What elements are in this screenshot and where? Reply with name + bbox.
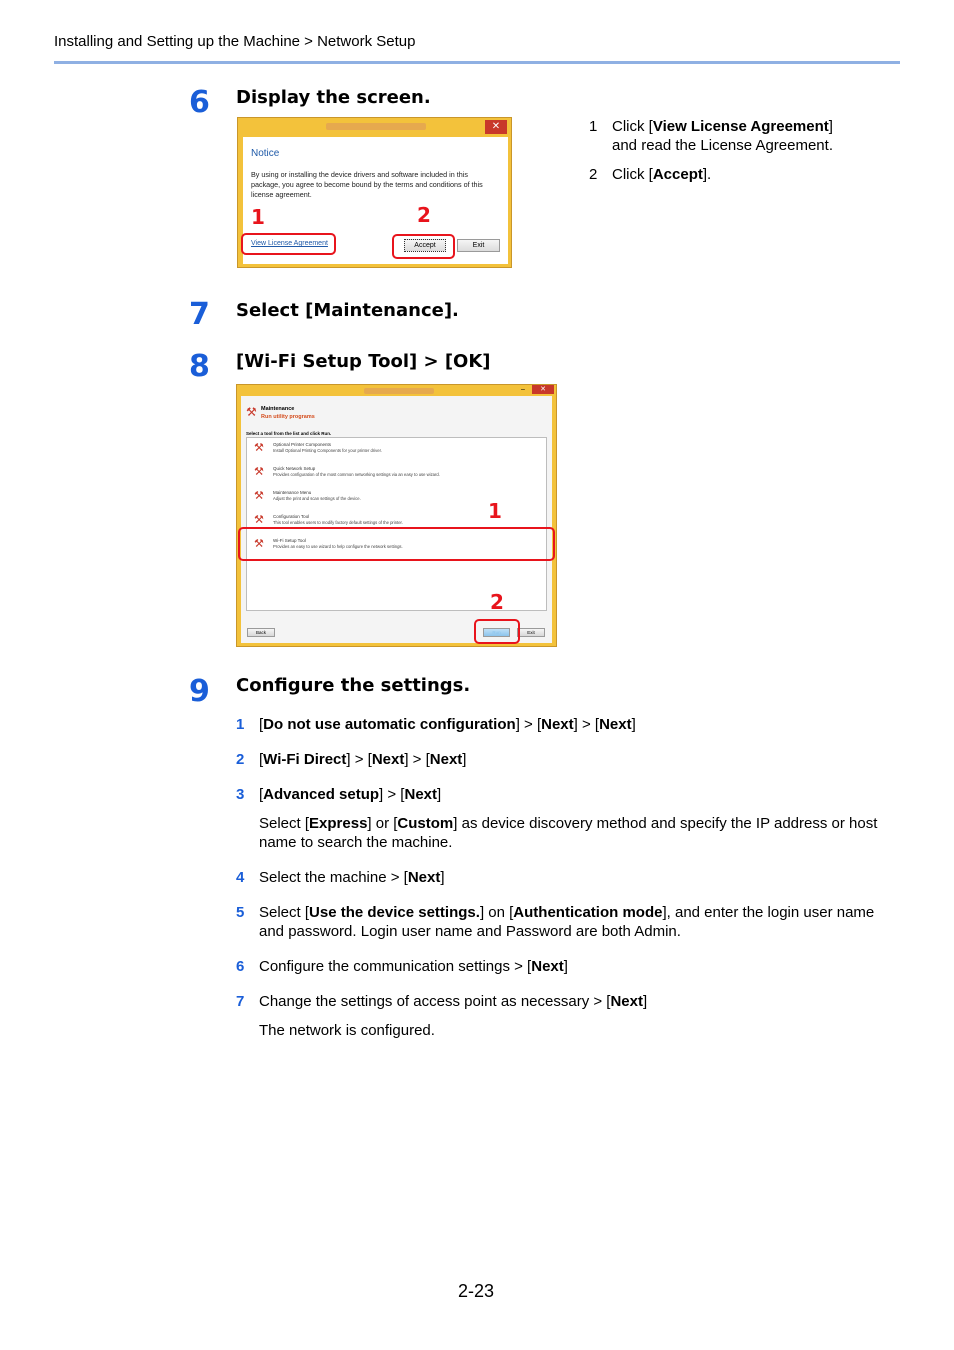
tool-name: Configuration Tool xyxy=(273,514,310,519)
step-number-9: 9 xyxy=(189,674,210,709)
tools-icon: ⚒ xyxy=(246,405,257,419)
tool-desc: Provides configuration of the most common networking settings via an easy to use wizard. xyxy=(273,472,440,477)
step-title-6: Display the screen. xyxy=(236,87,431,108)
tool-desc: Provides an easy to use wizard to help configure the network settings. xyxy=(273,544,403,549)
tools-icon: ⚒ xyxy=(254,442,264,454)
step9-list xyxy=(236,715,896,1056)
instruction-item xyxy=(589,165,859,184)
tools-icon: ⚒ xyxy=(254,514,264,526)
highlight-view-license xyxy=(241,233,336,255)
step-title-8: [Wi-Fi Setup Tool] > [OK] xyxy=(236,351,491,372)
tool-desc: Install Optional Printing Components for your printer driver. xyxy=(273,448,382,453)
notice-titlebar xyxy=(238,118,511,136)
highlight-wifi-setup-tool xyxy=(238,527,555,561)
instruction-pre: Click [ xyxy=(612,118,653,135)
instruction-item xyxy=(589,117,859,155)
instruction-post: ]. xyxy=(702,166,712,183)
marker-1: 1 xyxy=(488,499,502,523)
step9-item-text: Select [Use the device settings.] on [Authentication mode], and enter the login user name and password. Login user name and Password are both Admin. xyxy=(259,904,875,940)
tools-icon: ⚒ xyxy=(254,490,264,502)
marker-2: 2 xyxy=(490,590,504,614)
close-icon[interactable]: ✕ xyxy=(532,385,554,394)
breadcrumb: Installing and Setting up the Machine > Network Setup xyxy=(54,33,416,50)
tool-name: Wi-Fi Setup Tool xyxy=(273,538,306,543)
step9-item-text: [Do not use automatic configuration] > [Next] > [Next] xyxy=(259,716,636,733)
marker-1: 1 xyxy=(251,205,265,229)
tool-list[interactable] xyxy=(246,437,547,614)
notice-text: By using or installing the device drivers and software included in this package, you agree to become bound by the terms and conditions of this license agreement. xyxy=(251,170,483,199)
step9-item-number: 4 xyxy=(236,869,245,886)
step9-item-number: 6 xyxy=(236,958,245,975)
maintenance-inner xyxy=(241,396,552,643)
maintenance-subtitle: Run utility programs xyxy=(261,414,315,420)
step9-item xyxy=(236,785,896,852)
step9-item-text: Select the machine > [Next] xyxy=(259,869,445,886)
notice-heading: Notice xyxy=(251,148,280,159)
highlight-run-button xyxy=(474,619,520,644)
tool-name: Optional Printer Components xyxy=(273,442,332,447)
close-icon[interactable]: ✕ xyxy=(485,120,507,134)
marker-2: 2 xyxy=(417,203,431,227)
step9-item xyxy=(236,992,896,1040)
step9-item xyxy=(236,903,896,941)
step9-item xyxy=(236,868,896,887)
step9-item-number: 2 xyxy=(236,751,245,768)
step-title-7: Select [Maintenance]. xyxy=(236,300,459,321)
step-number-6: 6 xyxy=(189,85,210,120)
step9-item-text: [Advanced setup] > [Next] xyxy=(259,786,442,803)
page-number: 2-23 xyxy=(458,1281,495,1301)
notice-title-blurred xyxy=(326,123,426,130)
tool-desc: Adjust the print and scan settings of the device. xyxy=(273,496,361,501)
instruction-pre: Click [ xyxy=(612,166,653,183)
step9-item xyxy=(236,957,896,976)
step9-item-number: 1 xyxy=(236,716,245,733)
exit-button[interactable]: Exit xyxy=(517,628,545,637)
view-license-link[interactable]: View License Agreement xyxy=(251,240,328,247)
instruction-bold: View License Agreement xyxy=(652,118,829,135)
run-button[interactable]: Run xyxy=(483,628,510,637)
header-rule xyxy=(54,61,900,64)
step9-item-text: Change the settings of access point as necessary > [Next] xyxy=(259,993,648,1010)
minimize-icon[interactable]: – xyxy=(521,386,525,393)
maintenance-title: Maintenance xyxy=(261,406,295,412)
instruction-number: 1 xyxy=(589,118,598,135)
step-number-7: 7 xyxy=(189,297,210,332)
step9-item-text: Configure the communication settings > [Next] xyxy=(259,958,568,975)
step9-item xyxy=(236,715,896,734)
tool-name: Quick Network Setup xyxy=(273,466,316,471)
step9-item-number: 3 xyxy=(236,786,245,803)
instruction-post: ] and read the License Agreement. xyxy=(612,118,833,154)
instruction-number: 2 xyxy=(589,166,598,183)
maintenance-instruction: Select a tool from the list and click Run. xyxy=(246,431,332,436)
step-title-9: Configure the settings. xyxy=(236,675,471,696)
maintenance-window-screenshot xyxy=(236,384,557,647)
step9-item-number: 5 xyxy=(236,904,245,921)
step9-item-note: The network is configured. xyxy=(259,1022,435,1039)
step9-item-note: Select [Express] or [Custom] as device discovery method and specify the IP address or host name to search the machine. xyxy=(259,815,878,851)
exit-button[interactable]: Exit xyxy=(457,239,500,252)
tool-desc: This tool enables users to modify factory default settings of the printer. xyxy=(273,520,403,525)
tool-name: Maintenance Menu xyxy=(273,490,312,495)
instruction-bold: Accept xyxy=(652,166,703,183)
tools-icon: ⚒ xyxy=(254,466,264,478)
window-controls xyxy=(514,385,554,394)
step6-instructions xyxy=(589,117,859,194)
tools-icon: ⚒ xyxy=(254,538,264,550)
maintenance-title-blurred xyxy=(364,388,434,394)
tool-item[interactable] xyxy=(254,442,534,460)
accept-button[interactable]: Accept xyxy=(404,239,446,252)
back-button[interactable]: Back xyxy=(247,628,275,637)
step9-item-text: [Wi-Fi Direct] > [Next] > [Next] xyxy=(259,751,467,768)
step9-item-number: 7 xyxy=(236,993,245,1010)
step-number-8: 8 xyxy=(189,349,210,384)
step9-item xyxy=(236,750,896,769)
highlight-accept xyxy=(392,234,455,259)
tool-item[interactable] xyxy=(254,466,534,484)
